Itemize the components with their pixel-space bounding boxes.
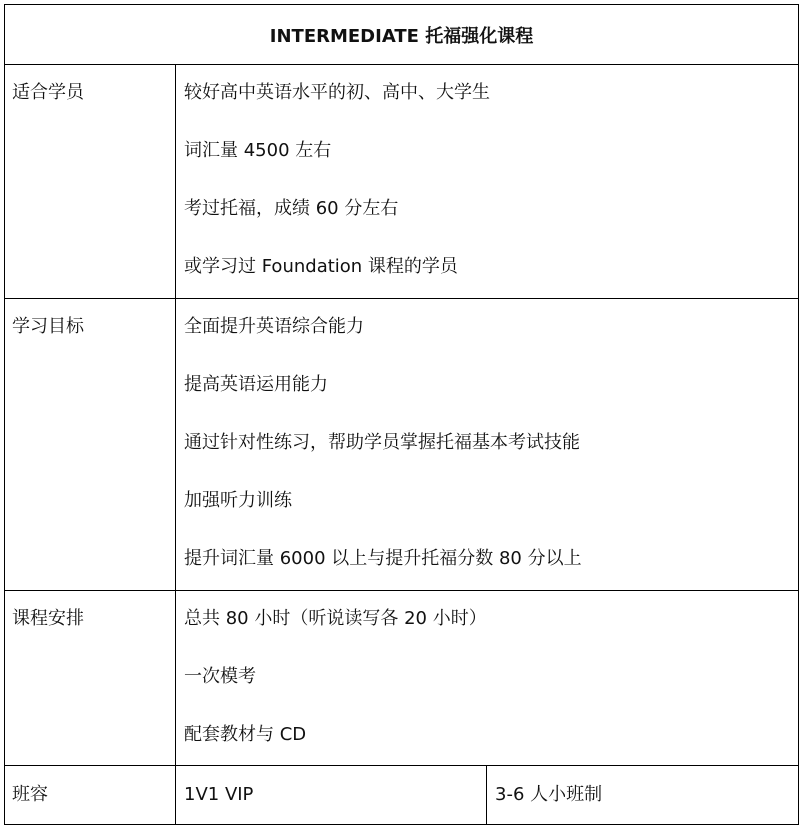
suitable-student-line: 词汇量 4500 左右: [184, 140, 332, 161]
suitable-student-line: 较好高中英语水平的初、高中、大学生: [184, 82, 490, 103]
title-row: [5, 5, 799, 65]
suitable-student-line: 或学习过 Foundation 课程的学员: [184, 256, 458, 277]
class-size-option-small-class: 3-6 人小班制: [495, 784, 603, 805]
learning-goals-row: [5, 299, 799, 591]
course-schedule-line: 一次模考: [184, 666, 256, 687]
class-size-option-cell: [487, 766, 799, 825]
course-schedule-line: 总共 80 小时（听说读写各 20 小时）: [184, 608, 487, 629]
course-schedule-content: [176, 591, 799, 766]
suitable-students-content: [176, 65, 799, 299]
suitable-students-label: 适合学员: [12, 82, 84, 103]
course-schedule-line: 配套教材与 CD: [184, 724, 307, 745]
learning-goals-label-cell: [5, 299, 176, 591]
course-info-table: [4, 4, 799, 825]
class-size-label-cell: [5, 766, 176, 825]
class-size-row: [5, 766, 799, 825]
course-title: INTERMEDIATE 托福强化课程: [5, 5, 799, 65]
course-schedule-label: 课程安排: [12, 608, 84, 629]
learning-goal-line: 加强听力训练: [184, 490, 292, 511]
learning-goal-line: 全面提升英语综合能力: [184, 316, 364, 337]
course-schedule-row: [5, 591, 799, 766]
class-size-option-cell: [176, 766, 487, 825]
learning-goal-line: 提高英语运用能力: [184, 374, 328, 395]
suitable-students-row: [5, 65, 799, 299]
class-size-label: 班容: [12, 784, 48, 805]
learning-goal-line: 提升词汇量 6000 以上与提升托福分数 80 分以上: [184, 548, 582, 569]
suitable-student-line: 考过托福，成绩 60 分左右: [184, 198, 399, 219]
learning-goals-label: 学习目标: [12, 316, 84, 337]
suitable-students-label-cell: [5, 65, 176, 299]
course-schedule-label-cell: [5, 591, 176, 766]
learning-goals-content: [176, 299, 799, 591]
class-size-option-vip: 1V1 VIP: [184, 784, 254, 805]
learning-goal-line: 通过针对性练习，帮助学员掌握托福基本考试技能: [184, 432, 580, 453]
